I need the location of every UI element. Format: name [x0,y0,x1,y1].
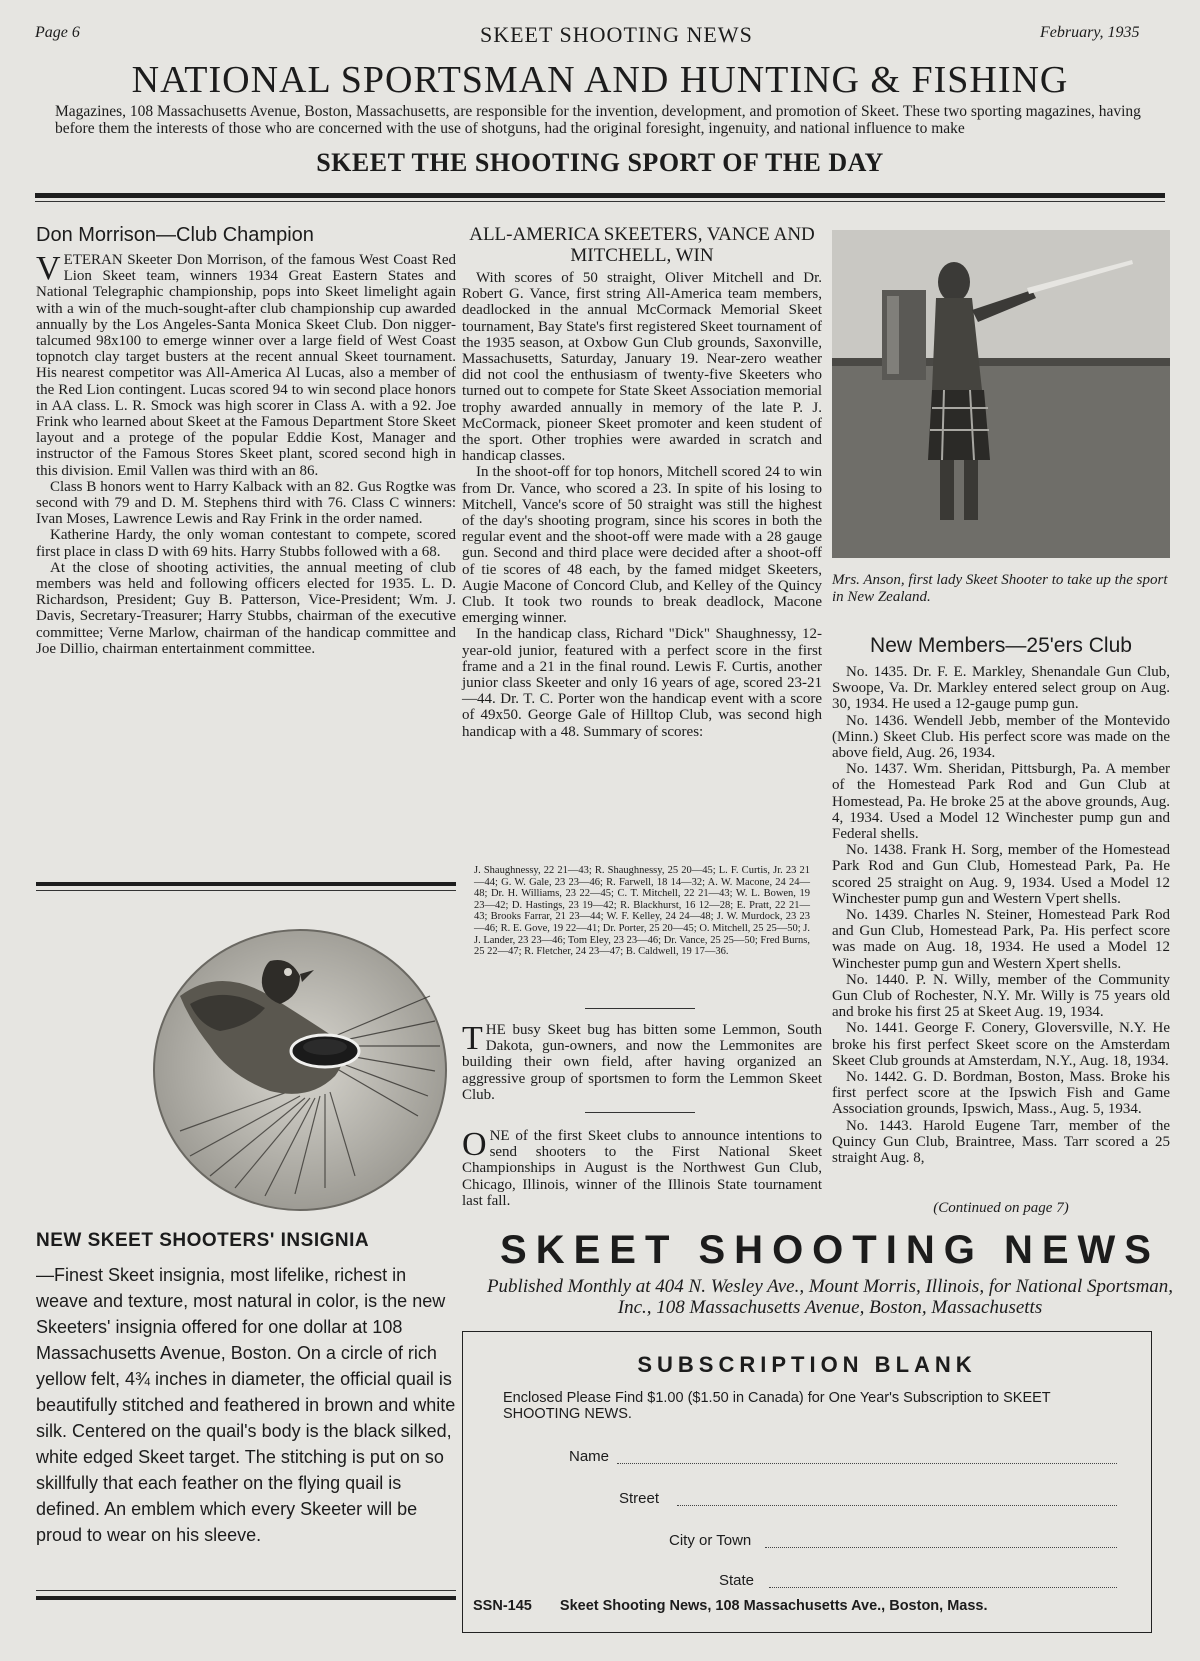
name-field[interactable] [617,1463,1117,1464]
member-1442: No. 1442. G. D. Bordman, Boston, Mass. Broke his first perfect score at the Ipswich Fish and Game Association grounds, Ipswich, Mass., Aug. 5, 1934. [832,1069,1170,1118]
city-label: City or Town [669,1532,752,1549]
insignia-image [150,926,450,1214]
banner-title: NATIONAL SPORTSMAN AND HUNTING & FISHING [131,59,1069,101]
allamerica-p3: In the handicap class, Richard "Dick" Shaughnessy, 12-year-old junior, featured with a perfect score in the first frame and a 21 in the final round. Lewis F. Curtis, another junior class Skeeter and only 16 years of age, scored 23-21—44. Dr. T. C. Porter won the handicap event with a score of 49x50. George Gale of Hilltop Club, was second high handicap with a 48. Summary of scores: [462,626,822,740]
state-field[interactable] [769,1587,1117,1588]
street-field[interactable] [677,1505,1117,1506]
member-1443: No. 1443. Harold Eugene Tarr, member of the Quincy Gun Club, Braintree, Mass. Tarr scored a 25 straight Aug. 8, [832,1117,1170,1167]
issue-date: February, 1935 [1040,24,1140,41]
morrison-p2: Class B honors went to Harry Kalback with an 82. Gus Rogtke was second with 79 and D. M. Stephens third with 76. Class C winners: Ivan Moses, Lawrence Lewis and Ray Frink in the order named. [36,478,456,528]
continued-note: (Continued on page 7) [933,1200,1069,1216]
member-1439: No. 1439. Charles N. Steiner, Homestead Park Rod and Gun Club, Homestead Park, Pa. His perfect score was made on Aug. 18, 1934. He used a Model 12 Winchester pump gun and Western Xpert shells. [832,907,1170,972]
score-summary: J. Shaughnessy, 22 21—43; R. Shaughnessy, 25 20—45; L. F. Curtis, Jr. 23 21—44; G. W. Gale, 23 23—46; R. Farwell, 18 14—32; A. W. Macone, 24 24—48; Dr. H. Williams, 23 22—45; C. T. Mitchell, 22 21—43; W. L. Bowen, 19 23—42; D. Hastings, 23 19—42; R. Blackhurst, 16 12—28; E. Pratt, 22 21—43; Brooks Farrar, 21 23—44; W. F. Kelley, 24 24—48; J. W. Murdock, 23 23—46; R. E. Gove, 19 22—41; Dr. Porter, 25 20—45; O. Mitchell, 25 25—50; J. J. Lander, 23 23—46; Tom Eley, 23 23—46; Dr. Vance, 25 25—50; Fred Burns, 25 22—47; R. Fletcher, 24 23—47; B. Caldwell, 19 17—36. [474,865,810,958]
morrison-p4: At the close of shooting activities, the annual meeting of club members was held and following officers elected for 1935. L. D. Richardson, President; Guy B. Patterson, Vice-President; Wm. J. Davis, Secretary-Treasurer; Harry Stubbs, chairman of the executive committee; Verne Marlow, chairman of the handicap committee and Joe Dillio, chairman entertainment committee. [36,559,456,657]
col1-rule-c [36,1590,456,1591]
members-list [832,664,1170,1166]
banner-subtitle: SKEET THE SHOOTING SPORT OF THE DAY [316,148,884,177]
subscription-address: Skeet Shooting News, 108 Massachusetts Ave., Boston, Mass. [559,1598,988,1614]
allamerica-p1: With scores of 50 straight, Oliver Mitchell and Dr. Robert G. Vance, first string All-America team members, deadlocked in the annual McCormack Memorial Skeet tournament, Bay State's first registered Skeet tournament of the 1935 season, at Oxbow Gun Club grounds, Saxonville, Massachusetts, Saturday, January 19. Near-zero weather did not cool the enthusiasm of twenty-five Skeeters who turned out to compete for State Skeet Association memorial trophy awarded annually in memory of the late P. J. McCormack, pioneer Skeet promoter and keen student of the sport. Other trophies were awarded in scratch and handicap classes. [462,270,822,465]
state-label: State [719,1572,755,1589]
subscription-form [462,1331,1152,1633]
ssn-publication-info: Published Monthly at 404 N. Wesley Ave., Mount Morris, Illinois, for National Sportsman, Inc., 108 Massachusetts Avenue, Boston, Massachusetts [486,1276,1174,1318]
col2-divider-b [585,1112,695,1113]
col1-rule-b [36,890,456,891]
street-label: Street [619,1490,660,1507]
subscription-title: SUBSCRIPTION BLANK [637,1352,977,1377]
member-1441: No. 1441. George F. Conery, Gloversville, N.Y. He broke his first perfect Skeet score on the Amsterdam Skeet Club grounds at Amsterdam, N.Y., Aug. 18, 1934. [832,1020,1170,1069]
col1-rule-d [36,1596,456,1600]
lemmon-article [462,1022,822,1103]
insignia-heading: NEW SKEET SHOOTERS' INSIGNIA [36,1230,370,1251]
subscription-footer [473,1598,1143,1614]
photo-mrs-anson [832,230,1170,558]
col1-rule-a [36,882,456,886]
member-1436: No. 1436. Wendell Jebb, member of the Montevido (Minn.) Skeet Club. His perfect score was made on the above field, Aug. 26, 1934. [832,712,1170,762]
name-label: Name [569,1448,610,1465]
photo-caption: Mrs. Anson, first lady Skeet Shooter to take up the sport in New Zealand. [832,572,1168,605]
lemmon-dropcap: T [462,1020,483,1057]
insignia-text: —Finest Skeet insignia, most lifelike, richest in weave and texture, most natural in color, is the new Skeeters' insignia offered for one dollar at 108 Massachusetts Avenue, Boston. On a circle of rich yellow felt, 4¾ inches in diameter, the official quail is beautifully stitched and feathered in brown and white silk. Centered on the quail's body is the black silked, white edged Skeet target. The stitching is put on so skillfully that each feather on the flying quail is defined. An emblem which every Skeeter will be proud to wear on his sleeve. [36,1265,456,1545]
allamerica-article [462,270,822,740]
running-title: SKEET SHOOTING NEWS [480,22,753,47]
member-1438: No. 1438. Frank H. Sorg, member of the Homestead Park Rod and Gun Club, Homestead Park, Pa. He scored 25 straight on Aug. 9, 1934. Used a Model 12 Winchester pump gun and Western Vpert shells. [832,842,1170,907]
subscription-text: Enclosed Please Find $1.00 ($1.50 in Canada) for One Year's Subscription to SKEET SHOOTING NEWS. [503,1390,1051,1422]
morrison-dropcap: V [36,250,61,287]
member-1437: No. 1437. Wm. Sheridan, Pittsburgh, Pa. A member of the Homestead Park Rod and Gun Club at Homestead, Pa. He broke 25 at the above grounds, Aug. 4, 1934. Used a Model 12 Winchester pump gun and Federal shells. [832,761,1170,843]
northwest-text: NE of the first Skeet clubs to announce intentions to send shooters to the First National Skeet Championships in August is the Northwest Gun Club, Chicago, Illinois, winner of the Illinois State tournament last fall. [462,1128,822,1209]
banner-rule-top [35,193,1165,198]
subscription-code: SSN-145 [473,1598,532,1614]
morrison-heading: Don Morrison—Club Champion [36,224,314,246]
northwest-dropcap: O [462,1126,487,1163]
col2-divider-a [585,1008,695,1009]
allamerica-p2: In the shoot-off for top honors, Mitchell scored 24 to win from Dr. Vance, who scored a 23. In spite of his losing to Mitchell, Vance's score of 50 straight was still the highest of the day's shooting program, since his scores in both the regular event and the shoot-off were made with a 28 gauge gun. Second and third place were decided after a shoot-off of tie scores of 48 each, by the famed midget Skeeters, Augie Macone of Concord Club, and Kelley of the Quincy Club. It took two rounds to break deadlock, Macone emerging winner. [462,464,822,627]
morrison-p3: Katherine Hardy, the only woman contestant to compete, scored first place in class D with 69 hits. Harry Stubbs followed with a 68. [36,527,456,560]
quail-insignia-icon [150,926,450,1214]
ssn-masthead: SKEET SHOOTING NEWS [500,1228,1160,1272]
lemmon-text: HE busy Skeet bug has bitten some Lemmon, South Dakota, gun-owners, and now the Lemmonites are building their own field, after having organized an aggressive group of sportsmen to form the Lemmon Skeet Club. [462,1022,822,1103]
page-number: Page 6 [35,24,80,41]
city-field[interactable] [765,1547,1117,1548]
banner-rule-bottom [35,201,1165,202]
member-1440: No. 1440. P. N. Willy, member of the Community Gun Club of Rochester, N.Y. Mr. Willy is 75 years old and broke his first 25 at Skeet Aug. 19, 1934. [832,971,1170,1021]
northwest-article [462,1128,822,1209]
allamerica-heading: ALL-AMERICA SKEETERS, VANCE AND MITCHELL, WIN [469,224,815,266]
members-heading: New Members—25'ers Club [870,634,1132,657]
shooter-photo-icon [832,230,1170,558]
banner-text: Magazines, 108 Massachusetts Avenue, Boston, Massachusetts, are responsible for the invention, development, and promotion of Skeet. These two sporting magazines, having before them the interests of those who are concerned with the use of shotguns, had the original foresight, ingenuity, and national influence to make [55,103,1141,137]
morrison-article [36,252,456,657]
morrison-p1: ETERAN Skeeter Don Morrison, of the famous West Coast Red Lion Skeet team, winners 1934 Great Eastern States and National Telegraphic championship, pops into Skeet limelight again with a win of the much-sought-after club championship cup awarded annually by the Los Angeles-Santa Monica Skeet Club. Don nigger-talcumed 98x100 to emerge winner over a large field of West Coast topnotch clay target busters at the recent annual Skeet tournament. His nearest competitor was All-America Al Lucas, also a member of the Red Lion contingent. Lucas scored 94 to win second place honors in AA class. L. R. Smock was high scorer in Class A. with a 92. Joe Frink who learned about Skeet at the Famous Department Store Skeet layout and a protege of the popular Eddie Kost, Manager and instructor of the Famous Stores Skeet plant, scored second high in this division. Emil Vallen was third with an 86. [36,252,456,479]
member-1435: No. 1435. Dr. F. E. Markley, Shenandale Gun Club, Swoope, Va. Dr. Markley entered select group on Aug. 30, 1934. He used a 12-gauge pump gun. [832,664,1170,713]
